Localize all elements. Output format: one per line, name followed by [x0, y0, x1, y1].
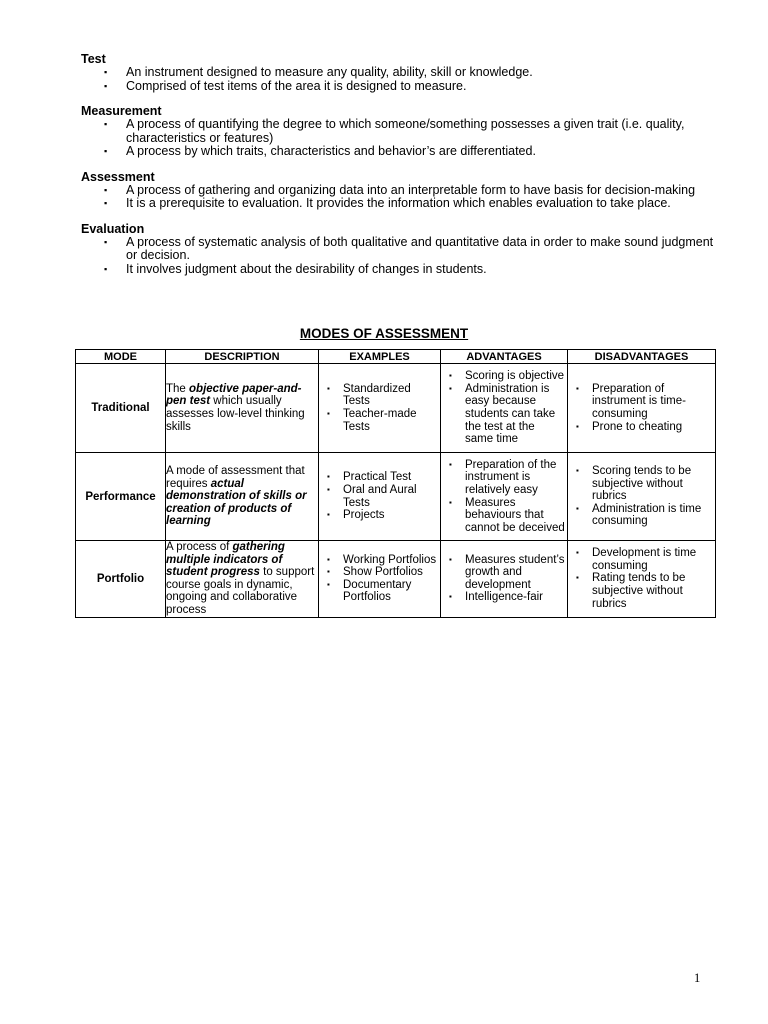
column-header-description: DESCRIPTION — [166, 350, 319, 364]
list-item — [449, 591, 565, 604]
list-item — [104, 65, 721, 80]
example-text: Working Portfolios — [343, 553, 437, 566]
bullet-icon: ▪ — [449, 383, 452, 393]
point-text: It is a prerequisite to evaluation. It provides the information which enables evaluation to take place. — [126, 196, 671, 210]
list-item — [104, 234, 721, 263]
disadvantage-text: Prone to cheating — [592, 420, 683, 433]
point-text: A process of quantifying the degree to which someone/something possesses a given trait (i.e. quality, characteristics or features) — [126, 117, 685, 145]
bullet-icon: ▪ — [576, 548, 579, 558]
example-text: Practical Test — [343, 471, 412, 484]
list-item — [576, 465, 713, 503]
bullet-icon: ▪ — [449, 459, 452, 469]
disadvantage-text: Development is time consuming — [592, 547, 697, 572]
bullet-icon: ▪ — [327, 484, 330, 494]
bullet-icon: ▪ — [104, 80, 108, 91]
bullet-icon: ▪ — [327, 567, 330, 577]
list-item — [327, 483, 438, 509]
disadvantages-cell — [568, 541, 716, 618]
term-title: Measurement — [81, 104, 162, 118]
definition-evaluation — [81, 222, 721, 277]
description-text: to support course goals in dynamic, ongoing and collaborative process — [166, 566, 315, 616]
point-text: A process of gathering and organizing data into an interpretable form to have basis for decision-making — [126, 182, 696, 197]
column-header-disadvantages: DISADVANTAGES — [568, 350, 716, 364]
bullet-icon: ▪ — [576, 573, 579, 583]
bullet-icon: ▪ — [576, 466, 579, 476]
description-text: The — [166, 382, 190, 395]
point-text: It involves judgment about the desirability of changes in students. — [126, 261, 487, 276]
bullet-icon: ▪ — [576, 503, 579, 513]
bullet-icon: ▪ — [104, 198, 108, 208]
advantage-text: Measures student’s growth and development — [465, 553, 565, 591]
term-title: Evaluation — [81, 221, 145, 236]
list-item — [327, 382, 438, 408]
bullet-icon: ▪ — [104, 263, 108, 274]
description-emphasis: gathering multiple indicators of student progress — [166, 541, 285, 579]
term-points — [81, 236, 721, 277]
list-item — [576, 420, 713, 434]
list-item — [449, 382, 565, 446]
bullet-icon: ▪ — [576, 383, 579, 393]
bullet-icon: ▪ — [576, 421, 579, 431]
bullet-icon: ▪ — [104, 184, 108, 195]
disadvantage-text: Preparation of instrument is time-consuming — [592, 382, 686, 420]
term-points — [81, 66, 721, 93]
advantages-cell — [441, 364, 568, 453]
description-cell — [166, 364, 319, 453]
example-text: Teacher-made Tests — [343, 408, 417, 433]
examples-cell — [319, 364, 441, 453]
definition-assessment — [81, 170, 721, 211]
bullet-icon: ▪ — [449, 371, 452, 381]
list-item — [104, 117, 721, 145]
point-text: A process by which traits, characteristics and behavior’s are differentiated. — [126, 144, 536, 158]
list-item — [449, 370, 565, 383]
advantage-text: Scoring is objective — [465, 370, 565, 383]
description-cell — [166, 541, 319, 618]
list-item — [449, 553, 565, 592]
bullet-icon: ▪ — [104, 236, 108, 247]
list-item — [104, 261, 721, 277]
advantage-text: Measures behaviours that cannot be deceived — [465, 496, 565, 534]
examples-cell — [319, 541, 441, 618]
list-item — [104, 78, 721, 94]
list-item — [104, 182, 721, 198]
bullet-icon: ▪ — [104, 67, 108, 77]
bullet-icon: ▪ — [327, 383, 330, 393]
list-item — [104, 196, 721, 211]
table-row-performance — [76, 453, 716, 541]
description-text: A mode of assessment that requires — [166, 465, 305, 490]
point-text: A process of systematic analysis of both qualitative and quantitative data in order to make sound judgment or decision. — [126, 234, 714, 262]
examples-cell — [319, 453, 441, 541]
point-text: An instrument designed to measure any quality, ability, skill or knowledge. — [126, 65, 533, 79]
bullet-icon: ▪ — [327, 554, 330, 564]
bullet-icon: ▪ — [104, 146, 108, 156]
advantages-cell — [441, 453, 568, 541]
list-item — [327, 553, 438, 567]
disadvantages-cell — [568, 364, 716, 453]
list-item — [576, 572, 713, 610]
term-points — [81, 184, 721, 211]
bullet-icon: ▪ — [104, 119, 108, 129]
example-text: Oral and Aural Tests — [343, 483, 417, 509]
bullet-icon: ▪ — [449, 497, 452, 507]
table-title: MODES OF ASSESSMENT — [299, 326, 469, 341]
definitions-section — [81, 52, 721, 287]
term-points — [81, 118, 721, 159]
example-text: Standardized Tests — [343, 382, 411, 408]
modes-of-assessment-table — [75, 349, 716, 618]
description-text: which usually assesses low-level thinking skills — [166, 395, 305, 433]
definition-test — [81, 52, 721, 93]
term-title: Assessment — [81, 169, 155, 184]
table-row-portfolio — [76, 541, 716, 618]
column-header-mode: MODE — [76, 350, 166, 364]
list-item — [576, 547, 713, 572]
list-item — [576, 502, 713, 528]
page-number: 1 — [694, 971, 701, 985]
list-item — [327, 578, 438, 604]
disadvantage-text: Administration is time consuming — [592, 502, 702, 528]
table-header-row — [76, 350, 716, 364]
example-text: Projects — [343, 509, 385, 522]
disadvantages-cell — [568, 453, 716, 541]
advantage-text: Intelligence-fair — [465, 591, 543, 604]
advantage-text: Administration is easy because students can take the test at the same time — [465, 382, 556, 446]
list-item — [327, 408, 438, 433]
example-text: Show Portfolios — [343, 566, 423, 579]
list-item — [104, 144, 721, 159]
description-emphasis: objective paper-and-pen test — [166, 382, 302, 408]
mode-cell: Traditional — [76, 364, 166, 453]
list-item — [327, 471, 438, 484]
mode-cell: Portfolio — [76, 541, 166, 618]
column-header-advantages: ADVANTAGES — [441, 350, 568, 364]
bullet-icon: ▪ — [327, 510, 330, 520]
list-item — [576, 382, 713, 421]
advantages-cell — [441, 541, 568, 618]
definition-measurement — [81, 104, 721, 159]
description-cell — [166, 453, 319, 541]
column-header-examples: EXAMPLES — [319, 350, 441, 364]
list-item — [449, 496, 565, 535]
bullet-icon: ▪ — [449, 592, 452, 602]
list-item — [449, 458, 565, 497]
table-row-traditional — [76, 364, 716, 453]
bullet-icon: ▪ — [327, 409, 330, 418]
mode-cell: Performance — [76, 453, 166, 541]
example-text: Documentary Portfolios — [343, 578, 412, 604]
bullet-icon: ▪ — [327, 472, 330, 482]
term-title: Test — [81, 52, 106, 66]
list-item — [327, 509, 438, 522]
bullet-icon: ▪ — [449, 554, 452, 564]
description-text: A process of — [166, 541, 233, 553]
bullet-icon: ▪ — [327, 579, 330, 589]
description-emphasis: actual demonstration of skills or creation of products of learning — [166, 477, 307, 528]
disadvantage-text: Rating tends to be subjective without rubrics — [592, 572, 686, 610]
list-item — [327, 566, 438, 579]
disadvantage-text: Scoring tends to be subjective without rubrics — [592, 465, 692, 503]
point-text: Comprised of test items of the area it is designed to measure. — [126, 78, 467, 93]
advantage-text: Preparation of the instrument is relatively easy — [465, 458, 557, 496]
